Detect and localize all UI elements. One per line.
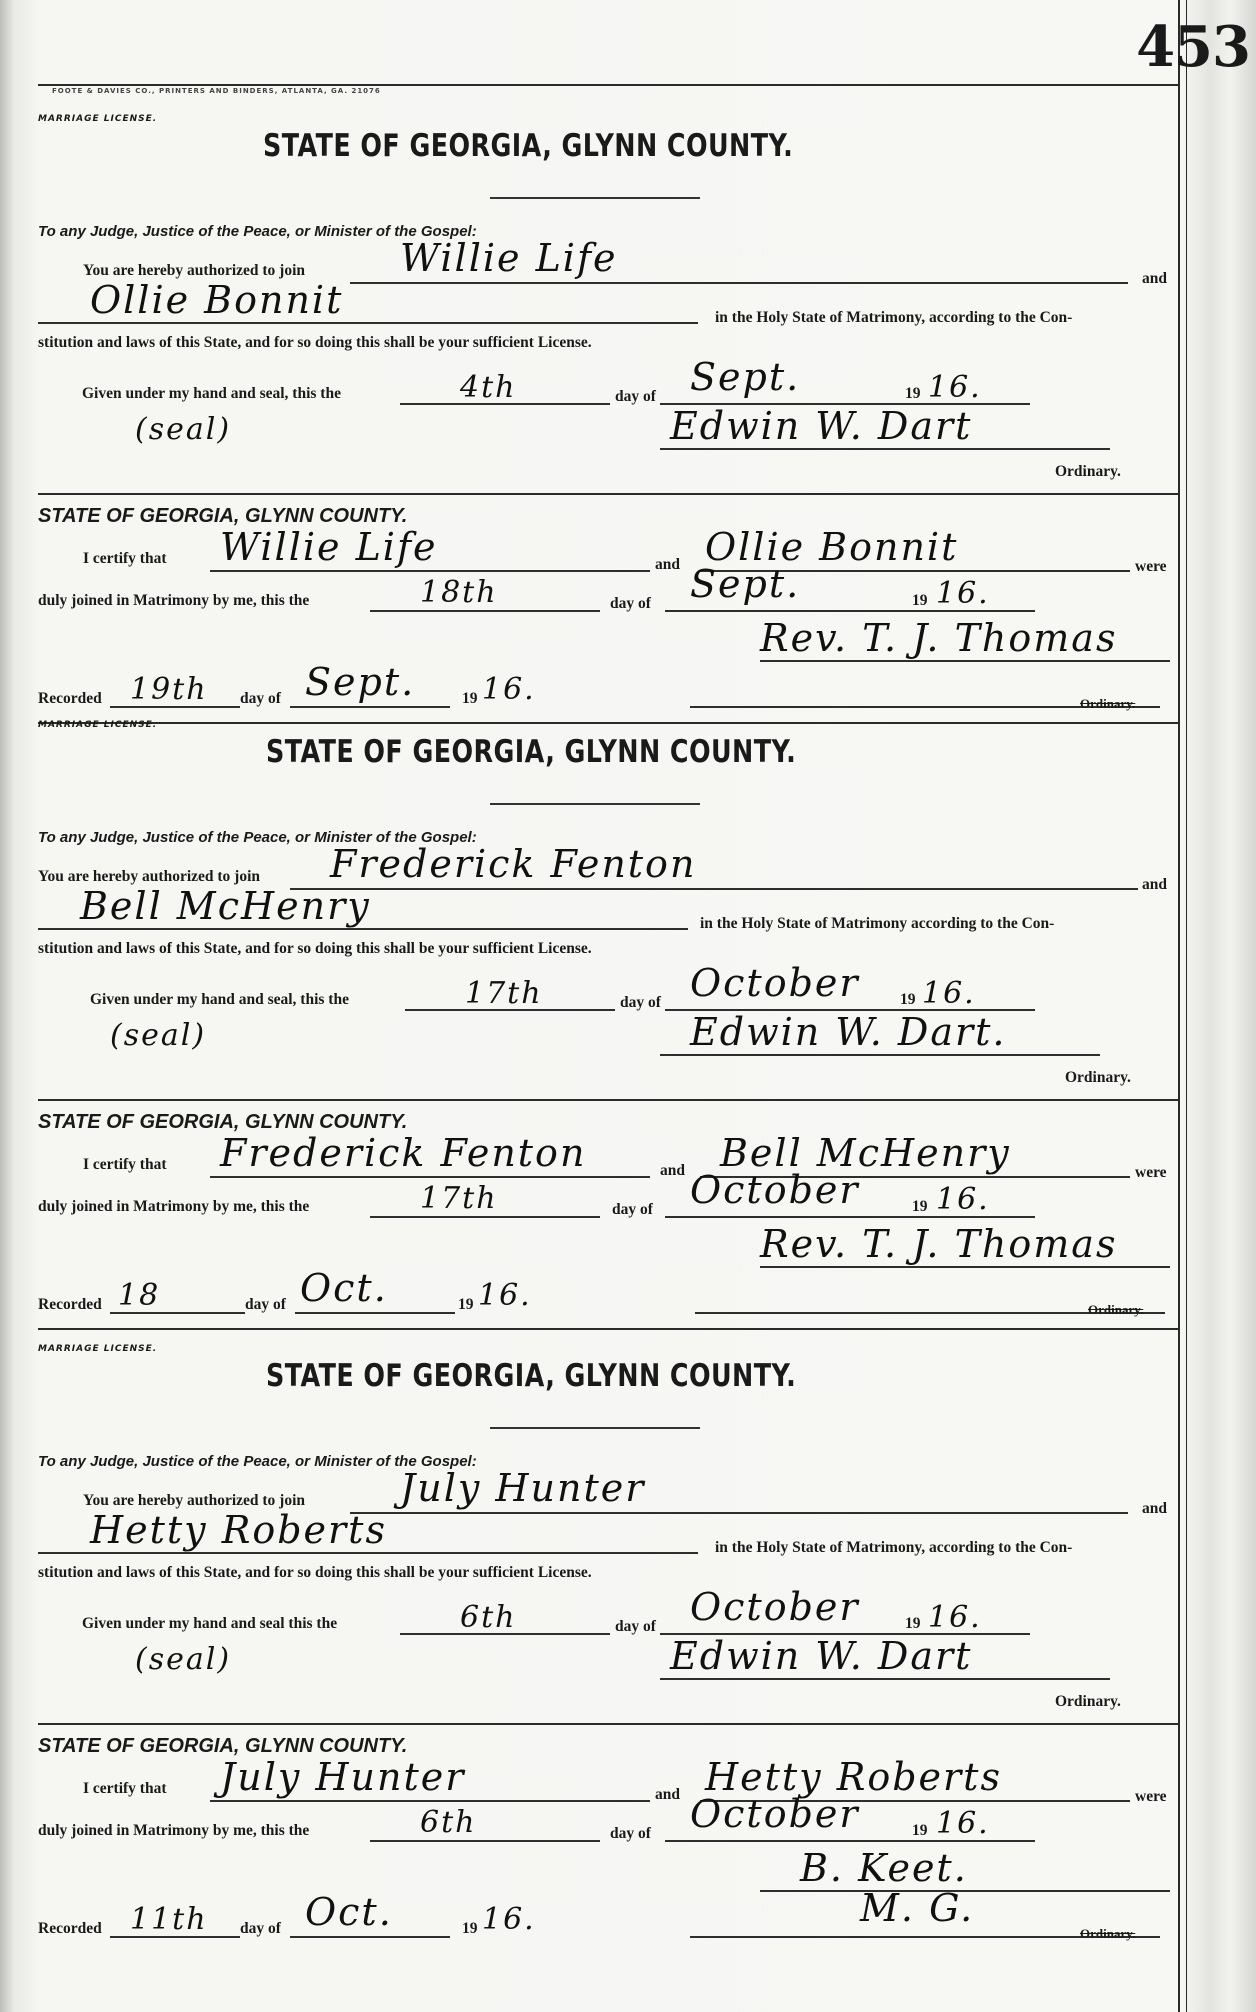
recorded-month-rule (290, 1936, 450, 1938)
cert-groom: Willie Life (220, 525, 438, 569)
license-heading: STATE OF GEORGIA, GLYNN COUNTY. (263, 128, 794, 164)
to-judge-line: To any Judge, Justice of the Peace, or Minister of the Gospel: (38, 1453, 477, 1470)
duly-text: duly joined in Matrimony by me, this the (38, 1822, 310, 1839)
constitution-text: stitution and laws of this State, and for so doing this shall be your sufficient License. (38, 334, 592, 351)
recorded-day: 18 (118, 1278, 161, 1313)
printer-imprint: FOOTE & DAVIES CO., PRINTERS AND BINDERS, ATLANTA, GA. 21076 (52, 87, 381, 95)
bride-name: Hetty Roberts (90, 1508, 387, 1552)
married-year: 16. (936, 1806, 990, 1841)
ordinary-signature: Edwin W. Dart (670, 404, 973, 448)
seal-mark: (seal) (110, 1018, 207, 1053)
recorded-month: Oct. (300, 1266, 388, 1310)
given-text: Given under my hand and seal, this the (90, 991, 349, 1008)
constitution-text: stitution and laws of this State, and for so doing this shall be your sufficient License. (38, 1564, 592, 1581)
married-day-rule (370, 610, 600, 612)
record-divider (38, 722, 1178, 724)
officiant-rule (760, 660, 1170, 662)
groom-rule (350, 282, 1128, 284)
license-heading: STATE OF GEORGIA, GLYNN COUNTY. (266, 734, 797, 770)
license-label: MARRIAGE LICENSE. (38, 720, 158, 730)
married-month: October (690, 1792, 860, 1836)
cert-and-text: and (655, 1786, 680, 1803)
cert-day-of-text: day of (610, 595, 651, 612)
license-month: October (690, 961, 860, 1005)
cert-day-of-text: day of (612, 1201, 653, 1218)
ordinary-sig-rule (660, 448, 1110, 450)
cert-bride: Hetty Roberts (705, 1755, 1002, 1799)
were-text: were (1135, 1788, 1167, 1805)
officiant-signature: Rev. T. J. Thomas (760, 616, 1118, 660)
license-year: 16. (928, 370, 982, 405)
cert-day-of-text: day of (610, 1825, 651, 1842)
officiant-rule (760, 1266, 1170, 1268)
ordinary-label: Ordinary. (1055, 1693, 1121, 1710)
recorded-day: 19th (130, 672, 208, 707)
cert-and-text: and (660, 1162, 685, 1179)
certify-text: I certify that (83, 550, 167, 567)
seal-mark: (seal) (135, 412, 232, 447)
and-text: and (1142, 876, 1167, 893)
ordinary-signature: Edwin W. Dart. (690, 1010, 1007, 1054)
cert-groom: July Hunter (220, 1755, 466, 1799)
recorded-year: 16. (482, 1902, 536, 1937)
groom-rule (350, 1512, 1128, 1514)
license-label: MARRIAGE LICENSE. (38, 1344, 158, 1354)
officiant-signature: Rev. T. J. Thomas (760, 1222, 1118, 1266)
section-divider (38, 1723, 1178, 1725)
license-year-prefix: 19 (900, 991, 916, 1008)
recorded-month: Oct. (305, 1890, 393, 1934)
cert-bride: Ollie Bonnit (705, 525, 959, 569)
heading-rule (490, 197, 700, 199)
ordinary-signature: Edwin W. Dart (670, 1634, 973, 1678)
recorded-month-rule (295, 1312, 455, 1314)
recorded-day-of-text: day of (245, 1296, 286, 1313)
section-divider (38, 493, 1178, 495)
married-day-rule (370, 1840, 600, 1842)
right-margin-line-inner (1186, 0, 1187, 2012)
given-text: Given under my hand and seal, this the (82, 385, 341, 402)
and-text: and (1142, 270, 1167, 287)
ordinary-struck-label: Ordinary. (1080, 1926, 1136, 1941)
holy-state-text: in the Holy State of Matrimony, according to the Con- (715, 1539, 1073, 1556)
recorded-day: 11th (130, 1902, 208, 1937)
license-year: 16. (928, 1600, 982, 1635)
groom-name: Willie Life (400, 236, 618, 280)
ordinary-label: Ordinary. (1055, 463, 1121, 480)
married-year-prefix: 19 (912, 1198, 928, 1215)
license-day: 6th (460, 1600, 517, 1635)
to-judge-line: To any Judge, Justice of the Peace, or Minister of the Gospel: (38, 223, 477, 240)
married-day-rule (370, 1216, 600, 1218)
seal-mark: (seal) (135, 1642, 232, 1677)
ordinary-struck-label: Ordinary. (1088, 1302, 1144, 1317)
top-border (38, 84, 1178, 86)
recorded-year: 16. (482, 672, 536, 707)
groom-name: Frederick Fenton (330, 842, 697, 886)
recorded-day-of-text: day of (240, 690, 281, 707)
day-of-text: day of (620, 994, 661, 1011)
groom-rule (290, 888, 1138, 890)
right-margin-line (1178, 0, 1180, 2012)
duly-text: duly joined in Matrimony by me, this the (38, 1198, 310, 1215)
authorized-text: You are hereby authorized to join (38, 868, 261, 885)
married-day: 18th (420, 575, 498, 610)
certificate-heading: STATE OF GEORGIA, GLYNN COUNTY. (38, 1111, 408, 1133)
bride-rule (38, 1552, 698, 1554)
recorded-day-of-text: day of (240, 1920, 281, 1937)
license-heading: STATE OF GEORGIA, GLYNN COUNTY. (266, 1358, 797, 1394)
married-day: 17th (420, 1181, 498, 1216)
recorded-year-prefix: 19 (462, 1920, 478, 1937)
duly-text: duly joined in Matrimony by me, this the (38, 592, 310, 609)
license-day: 4th (460, 370, 517, 405)
holy-state-text: in the Holy State of Matrimony, according to the Con- (715, 309, 1073, 326)
married-year: 16. (936, 576, 990, 611)
groom-name: July Hunter (400, 1466, 646, 1510)
ordinary-label: Ordinary. (1065, 1069, 1131, 1086)
authorized-text: You are hereby authorized to join (83, 1492, 306, 1509)
certify-text: I certify that (83, 1156, 167, 1173)
recorded-year: 16. (478, 1278, 532, 1313)
page-number: 453 (1136, 14, 1250, 80)
married-day: 6th (420, 1805, 477, 1840)
license-year: 16. (922, 976, 976, 1011)
cert-groom-rule (210, 570, 650, 572)
recorded-text: Recorded (38, 1296, 102, 1313)
bride-name: Ollie Bonnit (90, 278, 344, 322)
given-text: Given under my hand and seal this the (82, 1615, 338, 1632)
recorded-text: Recorded (38, 690, 102, 707)
bride-rule (38, 322, 698, 324)
to-judge-line: To any Judge, Justice of the Peace, or Minister of the Gospel: (38, 829, 477, 846)
married-year-prefix: 19 (912, 592, 928, 609)
authorized-text: You are hereby authorized to join (83, 262, 306, 279)
day-of-text: day of (615, 1618, 656, 1635)
holy-state-text: in the Holy State of Matrimony according to the Con- (700, 915, 1055, 932)
license-year-prefix: 19 (905, 1615, 921, 1632)
constitution-text: stitution and laws of this State, and for so doing this shall be your sufficient License. (38, 940, 592, 957)
married-year-prefix: 19 (912, 1822, 928, 1839)
cert-groom-rule (210, 1176, 650, 1178)
license-month: Sept. (690, 355, 801, 399)
married-month: Sept. (690, 562, 801, 606)
section-divider (38, 1099, 1178, 1101)
married-year: 16. (936, 1182, 990, 1217)
license-year-prefix: 19 (905, 385, 921, 402)
certificate-heading: STATE OF GEORGIA, GLYNN COUNTY. (38, 505, 408, 527)
recorded-year-prefix: 19 (462, 690, 478, 707)
cert-and-text: and (655, 556, 680, 573)
bride-rule (38, 928, 688, 930)
heading-rule (490, 803, 700, 805)
heading-rule (490, 1427, 700, 1429)
license-month: October (690, 1585, 860, 1629)
and-text: and (1142, 1500, 1167, 1517)
recorded-month-rule (290, 706, 450, 708)
certificate-heading: STATE OF GEORGIA, GLYNN COUNTY. (38, 1735, 408, 1757)
certify-text: I certify that (83, 1780, 167, 1797)
license-day: 17th (465, 976, 543, 1011)
cert-groom: Frederick Fenton (220, 1131, 587, 1175)
officiant-signature: B. Keet. (800, 1846, 968, 1890)
were-text: were (1135, 1164, 1167, 1181)
officiant-title: M. G. (860, 1886, 975, 1930)
bride-name: Bell McHenry (80, 884, 371, 928)
ordinary-sig-rule (660, 1678, 1110, 1680)
married-month: October (690, 1168, 860, 1212)
were-text: were (1135, 558, 1167, 575)
cert-groom-rule (210, 1800, 650, 1802)
day-of-text: day of (615, 388, 656, 405)
license-label: MARRIAGE LICENSE. (38, 114, 158, 124)
ordinary-sig-rule (660, 1054, 1100, 1056)
recorded-year-prefix: 19 (458, 1296, 474, 1313)
recorded-text: Recorded (38, 1920, 102, 1937)
recorded-month: Sept. (305, 660, 416, 704)
record-divider (38, 1328, 1178, 1330)
cert-bride: Bell McHenry (720, 1131, 1011, 1175)
ordinary-struck-label: Ordinary. (1080, 696, 1136, 711)
